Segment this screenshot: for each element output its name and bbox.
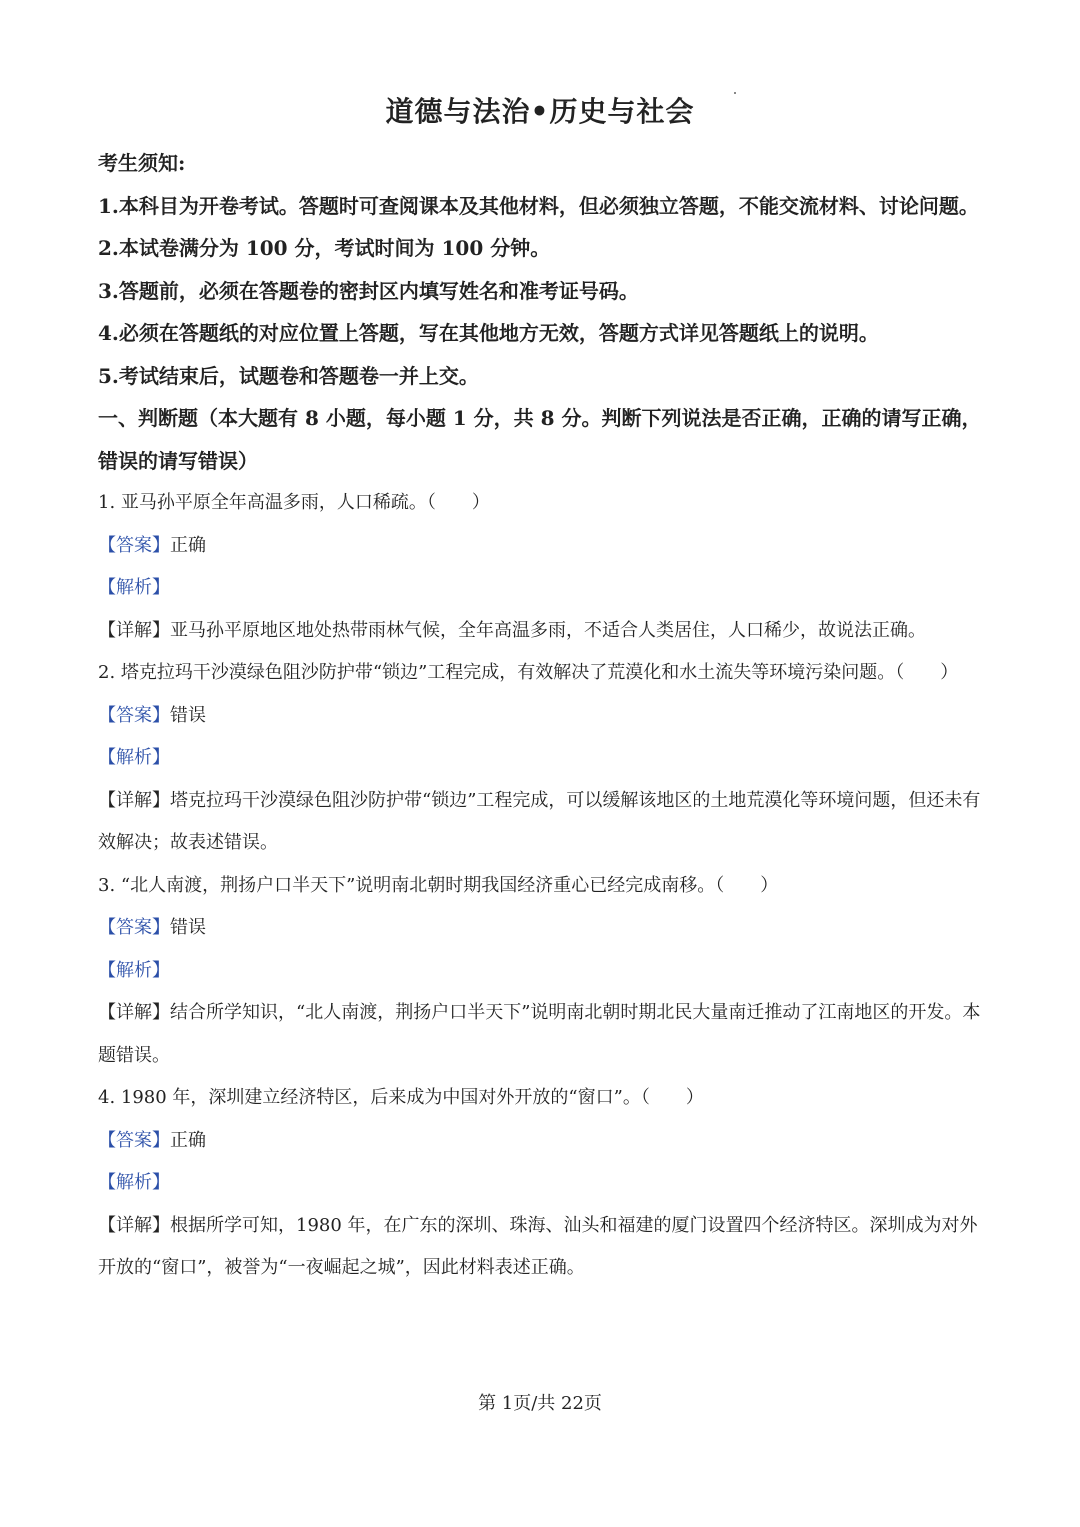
detail-line bbox=[98, 992, 982, 1077]
detail-text: 亚马孙平原地区地处热带雨林气候，全年高温多雨，不适合人类居住，人口稀少，故说法正确。 bbox=[170, 619, 926, 641]
question-stem: 3. “北人南渡，荆扬户口半天下”说明南北朝时期我国经济重心已经完成南移。（ ） bbox=[98, 874, 779, 896]
detail-label: 【详解】 bbox=[98, 789, 170, 811]
notice-item-3: 3.答题前，必须在答题卷的密封区内填写姓名和准考证号码。 bbox=[98, 278, 639, 303]
answer-label: 【答案】 bbox=[98, 1129, 170, 1151]
analysis-label: 【解析】 bbox=[98, 577, 170, 598]
notice-item-4: 4.必须在答题纸的对应位置上答题，写在其他地方无效，答题方式详见答题纸上的说明。 bbox=[98, 321, 879, 345]
answer-line bbox=[98, 907, 982, 950]
notice-item-5: 5.考试结束后，试题卷和答题卷一并上交。 bbox=[98, 363, 479, 388]
detail-label: 【详解】 bbox=[98, 619, 170, 641]
detail-line bbox=[98, 780, 982, 865]
analysis-line bbox=[98, 737, 982, 780]
question-stem: 2. 塔克拉玛干沙漠绿色阻沙防护带“锁边”工程完成，有效解决了荒漠化和水土流失等环境污染问题。（ ） bbox=[98, 662, 959, 683]
exam-page bbox=[98, 88, 982, 1290]
analysis-label: 【解析】 bbox=[98, 1172, 170, 1193]
section-heading: 一、判断题（本大题有 8 小题，每小题 1 分，共 8 分。判断下列说法是否正确，正确的请写正确，错误的请写错误） bbox=[98, 406, 982, 473]
answer-label: 【答案】 bbox=[98, 917, 170, 938]
detail-text: 结合所学知识，“北人南渡，荆扬户口半天下”说明南北朝时期北民大量南迁推动了江南地区的开发。本题错误。 bbox=[98, 1002, 981, 1066]
notice-block bbox=[98, 142, 982, 397]
page-footer: 第 1页/共 22页 bbox=[478, 1393, 602, 1414]
detail-label: 【详解】 bbox=[98, 1214, 170, 1236]
page-title: 道德与法治•历史与社会 bbox=[385, 95, 695, 128]
detail-line bbox=[98, 610, 982, 653]
notice-item-1: 1.本科目为开卷考试。答题时可查阅课本及其他材料，但必须独立答题，不能交流材料、讨论问题。 bbox=[98, 193, 979, 218]
answer-value: 正确 bbox=[170, 1129, 206, 1151]
analysis-label: 【解析】 bbox=[98, 959, 170, 981]
question-stem: 4. 1980 年，深圳建立经济特区，后来成为中国对外开放的“窗口”。（ ） bbox=[98, 1087, 704, 1108]
answer-label: 【答案】 bbox=[98, 534, 170, 556]
notice-item-2: 2.本试卷满分为 100 分，考试时间为 100 分钟。 bbox=[98, 236, 551, 260]
question-2 bbox=[98, 652, 982, 865]
answer-line bbox=[98, 525, 982, 568]
answer-value: 错误 bbox=[170, 917, 206, 938]
answer-line bbox=[98, 695, 982, 738]
answer-value: 正确 bbox=[170, 534, 206, 556]
question-4 bbox=[98, 1077, 982, 1290]
analysis-line bbox=[98, 1162, 982, 1205]
analysis-label: 【解析】 bbox=[98, 747, 170, 768]
detail-text: 塔克拉玛干沙漠绿色阻沙防护带“锁边”工程完成，可以缓解该地区的土地荒漠化等环境问题，但还未有效解决；故表述错误。 bbox=[98, 789, 981, 853]
detail-label: 【详解】 bbox=[98, 1002, 170, 1023]
detail-text: 根据所学可知，1980 年，在广东的深圳、珠海、汕头和福建的厦门设置四个经济特区。深圳成为对外开放的“窗口”，被誉为“一夜崛起之城”，因此材料表述正确。 bbox=[98, 1214, 978, 1278]
analysis-line bbox=[98, 567, 982, 610]
question-stem: 1. 亚马孙平原全年高温多雨，人口稀疏。（ ） bbox=[98, 492, 490, 513]
notice-heading: 考生须知: bbox=[98, 151, 186, 175]
question-1 bbox=[98, 482, 982, 652]
answer-label: 【答案】 bbox=[98, 704, 170, 726]
analysis-line bbox=[98, 950, 982, 993]
answer-value: 错误 bbox=[170, 704, 206, 726]
detail-line bbox=[98, 1205, 982, 1290]
question-3 bbox=[98, 865, 982, 1078]
answer-line bbox=[98, 1120, 982, 1163]
